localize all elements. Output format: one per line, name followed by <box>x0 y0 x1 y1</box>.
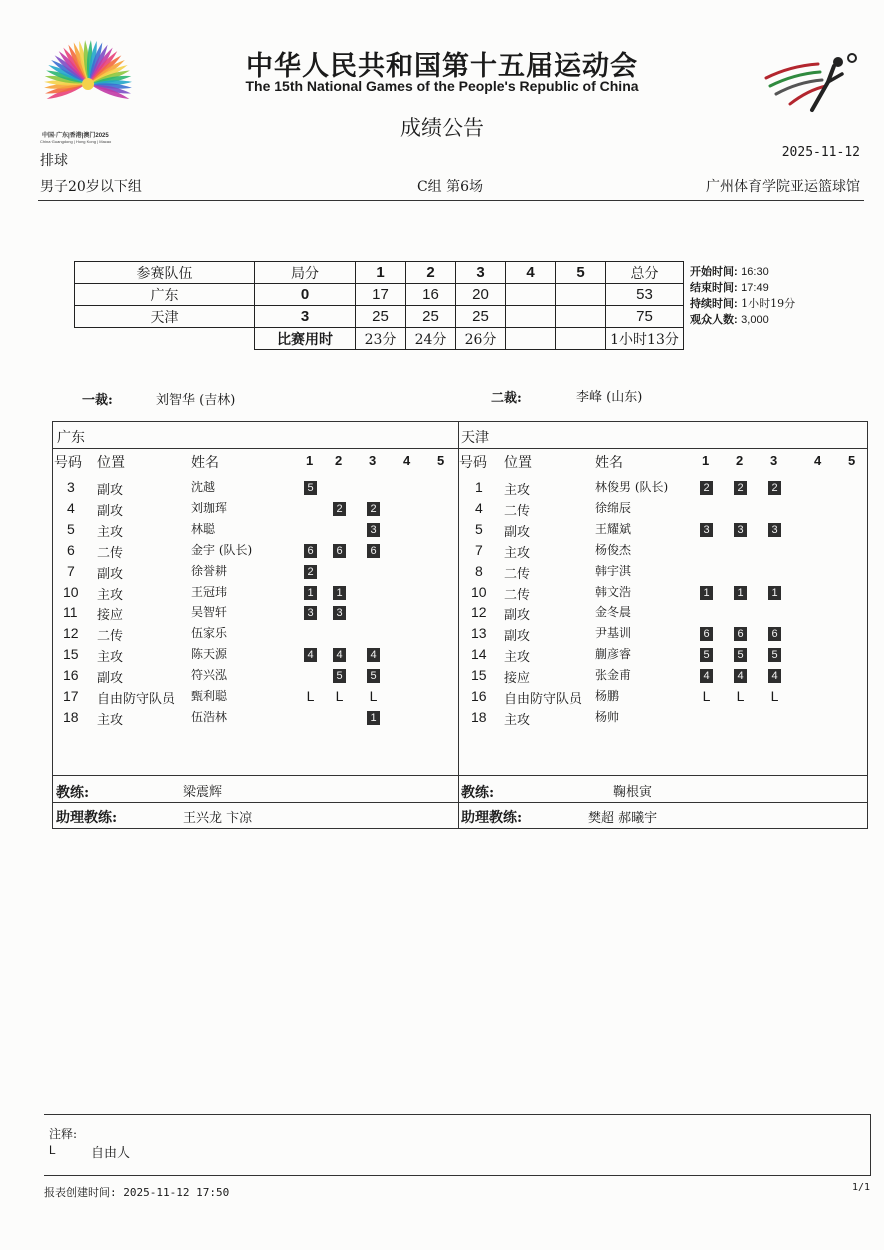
starting-rotation-box: 2 <box>333 502 346 516</box>
player-row <box>53 500 462 520</box>
header-set-2: 2 <box>736 453 744 468</box>
roster-table <box>52 421 868 829</box>
player-number: 12 <box>63 625 79 642</box>
player-number: 15 <box>471 667 487 684</box>
set-score <box>556 284 606 306</box>
set-score: 25 <box>356 306 406 328</box>
player-name: 徐绵辰 <box>595 500 632 515</box>
games-title-chinese: 中华人民共和国第十五届运动会 <box>246 51 638 82</box>
report-created-time: 报表创建时间: 2025-11-12 17:50 <box>44 1186 230 1199</box>
total-points: 75 <box>606 306 684 328</box>
player-position: 主攻 <box>97 650 124 666</box>
header-set-2: 2 <box>406 262 456 284</box>
starting-rotation-box: 3 <box>700 523 713 537</box>
score-row-tianjin <box>75 306 684 328</box>
starting-rotation-box: 4 <box>304 648 317 662</box>
player-name: 王耀斌 <box>595 521 632 536</box>
logo-caption-top: 中国·广东|香港|澳门2025 <box>42 133 109 139</box>
first-referee-name: 刘智华 (吉林) <box>156 393 236 408</box>
starting-rotation-box: 6 <box>304 544 317 558</box>
player-position: 副攻 <box>504 629 531 645</box>
attendance: 观众人数: 3,000 <box>690 314 769 326</box>
header-set-2: 2 <box>335 453 343 468</box>
header-set-5: 5 <box>848 453 856 468</box>
player-name: 林俊男 (队长) <box>595 480 669 494</box>
starting-rotation-box: 1 <box>768 586 781 600</box>
starting-rotation-box: 4 <box>333 648 346 662</box>
player-row <box>53 625 462 645</box>
set-duration <box>556 328 606 350</box>
player-name: 甄利聪 <box>191 689 228 703</box>
header-name: 姓名 <box>595 455 623 471</box>
set-duration <box>506 328 556 350</box>
player-number: 6 <box>67 541 75 558</box>
player-row <box>53 479 462 499</box>
player-name: 徐誉耕 <box>191 563 228 578</box>
starting-rotation-box: 4 <box>768 669 781 683</box>
player-name: 伍浩林 <box>191 709 228 724</box>
header-set-4: 4 <box>506 262 556 284</box>
header-divider <box>38 200 864 201</box>
start-time: 开始时间: 16:30 <box>690 266 769 278</box>
starting-rotation-box: 5 <box>367 669 380 683</box>
player-number: 7 <box>475 541 483 558</box>
libero-marker: L <box>736 688 745 704</box>
player-position: 自由防守队员 <box>97 692 176 707</box>
player-name: 吴智轩 <box>191 605 228 620</box>
header-set-4: 4 <box>814 453 822 468</box>
player-row <box>53 667 462 687</box>
coach-name: 鞠根寅 <box>613 785 653 800</box>
libero-marker: L <box>306 688 315 704</box>
player-number: 16 <box>471 688 487 704</box>
player-row <box>53 563 462 583</box>
starting-rotation-box: 3 <box>768 523 781 537</box>
player-position: 主攻 <box>504 545 531 561</box>
starting-rotation-box: 3 <box>367 523 380 537</box>
player-number: 8 <box>475 562 483 579</box>
starting-rotation-box: 1 <box>700 586 713 600</box>
player-row <box>53 542 462 562</box>
notes-box <box>44 1114 871 1176</box>
player-name: 沈越 <box>191 480 216 494</box>
player-name: 刘珈珲 <box>191 500 228 515</box>
player-row <box>458 584 867 604</box>
set-score: 16 <box>406 284 456 306</box>
player-row <box>458 542 867 562</box>
starting-rotation-box: 6 <box>333 544 346 558</box>
player-name: 杨俊杰 <box>595 542 632 557</box>
libero-marker: L <box>770 688 779 704</box>
starting-rotation-box: 4 <box>367 648 380 662</box>
starting-rotation-box: 6 <box>700 627 713 641</box>
set-duration: 26分 <box>456 328 506 350</box>
team-panel-tianjin <box>458 422 867 828</box>
player-name: 尹基训 <box>595 626 632 641</box>
report-date: 2025-11-12 <box>781 145 860 160</box>
player-position: 副攻 <box>97 503 124 519</box>
set-score <box>506 306 556 328</box>
player-name: 张金甫 <box>595 668 632 683</box>
coach-label: 教练: <box>461 785 495 801</box>
starting-rotation-box: 6 <box>367 544 380 558</box>
player-number: 18 <box>63 708 79 725</box>
starting-rotation-box: 3 <box>333 606 346 620</box>
second-referee-label: 二裁: <box>491 391 522 406</box>
player-position: 主攻 <box>504 483 531 498</box>
header-set-1: 1 <box>702 453 710 468</box>
set-score <box>506 284 556 306</box>
player-name: 杨帅 <box>595 709 620 724</box>
set-score <box>556 306 606 328</box>
player-row <box>53 709 462 729</box>
score-row-guangdong <box>75 284 684 306</box>
player-number: 17 <box>63 688 79 704</box>
header-position: 位置 <box>97 455 125 471</box>
player-name: 伍家乐 <box>191 626 228 641</box>
player-row <box>53 688 462 708</box>
player-position: 主攻 <box>504 712 531 728</box>
player-row <box>53 584 462 604</box>
venue-name: 广州体育学院亚运篮球馆 <box>706 179 860 195</box>
starting-rotation-box: 2 <box>768 481 781 495</box>
header-set-3: 3 <box>770 453 778 468</box>
duration-time: 持续时间: 1小时19分 <box>690 297 796 310</box>
player-position: 主攻 <box>504 650 531 666</box>
player-number: 11 <box>63 604 78 621</box>
player-number: 12 <box>471 604 487 621</box>
player-position: 副攻 <box>97 483 124 498</box>
assistant-coach-label: 助理教练: <box>461 810 523 826</box>
player-position: 接应 <box>504 671 531 687</box>
total-points: 53 <box>606 284 684 306</box>
player-name: 蒯彦睿 <box>595 647 632 662</box>
player-name: 韩文浩 <box>595 584 632 599</box>
player-number: 1 <box>475 479 483 495</box>
player-position: 自由防守队员 <box>504 692 583 707</box>
player-position: 二传 <box>97 629 124 645</box>
player-number: 15 <box>63 646 79 663</box>
player-row <box>458 667 867 687</box>
starting-rotation-box: 2 <box>734 481 747 495</box>
set-score: 17 <box>356 284 406 306</box>
page-number: 1/1 <box>851 1182 870 1193</box>
player-row <box>458 479 867 499</box>
team-panel-guangdong <box>53 422 462 828</box>
player-position: 副攻 <box>504 608 531 624</box>
header-set-5: 5 <box>437 453 445 468</box>
first-referee-label: 一裁: <box>82 393 113 408</box>
player-position: 接应 <box>97 608 124 624</box>
player-position: 二传 <box>504 566 531 582</box>
player-number: 5 <box>475 520 483 537</box>
starting-rotation-box: 4 <box>734 669 747 683</box>
starting-rotation-box: 1 <box>734 586 747 600</box>
header-total: 总分 <box>606 262 684 284</box>
header-position: 位置 <box>504 455 532 471</box>
header-set-5: 5 <box>556 262 606 284</box>
player-number: 10 <box>63 583 79 600</box>
starting-rotation-box: 6 <box>768 627 781 641</box>
player-position: 二传 <box>504 587 531 603</box>
player-position: 主攻 <box>97 712 124 728</box>
player-position: 副攻 <box>97 566 124 582</box>
assistant-coach-names: 樊超 郝曦宇 <box>588 811 658 826</box>
player-position: 副攻 <box>97 671 124 687</box>
second-referee-name: 李峰 (山东) <box>576 390 643 405</box>
player-row <box>458 646 867 666</box>
header-set-1: 1 <box>356 262 406 284</box>
set-score: 25 <box>456 306 506 328</box>
libero-marker: L <box>369 688 378 704</box>
starting-rotation-box: 2 <box>700 481 713 495</box>
match-time-info <box>690 264 795 328</box>
player-position: 二传 <box>504 503 531 519</box>
assistant-coach-label: 助理教练: <box>56 810 118 826</box>
player-row <box>53 604 462 624</box>
coach-name: 梁震辉 <box>183 785 223 800</box>
sport-name: 排球 <box>40 153 68 169</box>
set-duration: 24分 <box>406 328 456 350</box>
player-row <box>458 709 867 729</box>
duration-label: 比赛用时 <box>255 328 356 350</box>
header-number: 号码 <box>459 455 487 471</box>
score-table <box>74 261 684 350</box>
games-title-english: The 15th National Games of the People's Republic of China <box>245 78 639 94</box>
starting-rotation-box: 1 <box>333 586 346 600</box>
document-title: 成绩公告 <box>400 116 484 140</box>
player-number: 13 <box>471 625 487 642</box>
player-row <box>53 521 462 541</box>
team-name: 天津 <box>461 430 489 446</box>
player-number: 4 <box>67 499 75 516</box>
set-score: 20 <box>456 284 506 306</box>
starting-rotation-box: 3 <box>734 523 747 537</box>
player-name: 陈天源 <box>191 647 228 662</box>
player-position: 副攻 <box>504 524 531 540</box>
logo-caption-bottom: China·Guangdong | Hong Kong | Macao <box>40 139 112 144</box>
player-position: 主攻 <box>97 587 124 603</box>
player-number: 3 <box>67 479 75 495</box>
player-number: 7 <box>67 562 75 579</box>
assistant-coach-names: 王兴龙 卞凉 <box>183 811 253 826</box>
end-time: 结束时间: 17:49 <box>690 282 769 294</box>
libero-marker: L <box>702 688 711 704</box>
player-name: 金宇 (队长) <box>191 542 253 557</box>
duration-row <box>75 328 684 350</box>
starting-rotation-box: 5 <box>768 648 781 662</box>
player-number: 18 <box>471 708 487 725</box>
header-name: 姓名 <box>191 455 219 471</box>
header-set-1: 1 <box>306 453 314 468</box>
header-set-4: 4 <box>403 453 411 468</box>
player-name: 符兴泓 <box>191 668 228 683</box>
player-number: 14 <box>471 646 487 663</box>
player-position: 二传 <box>97 545 124 561</box>
player-name: 林聪 <box>191 521 216 536</box>
team-name: 广东 <box>57 430 85 446</box>
games-won: 3 <box>255 306 356 328</box>
player-position: 主攻 <box>97 524 124 540</box>
starting-rotation-box: 5 <box>700 648 713 662</box>
starting-rotation-box: 5 <box>333 669 346 683</box>
player-name: 韩宇淇 <box>595 563 632 578</box>
starting-rotation-box: 4 <box>700 669 713 683</box>
match-info: C组 第6场 <box>416 179 484 195</box>
duration-blank <box>75 328 255 350</box>
header-games: 局分 <box>255 262 356 284</box>
player-row <box>458 604 867 624</box>
starting-rotation-box: 3 <box>304 606 317 620</box>
starting-rotation-box: 5 <box>304 481 317 495</box>
team-name: 广东 <box>75 284 255 306</box>
division-name: 男子20岁以下组 <box>40 179 142 195</box>
total-duration: 1小时13分 <box>606 328 684 350</box>
volleyball-player-pictogram-icon <box>760 52 860 114</box>
starting-rotation-box: 1 <box>367 711 380 725</box>
header-team: 参赛队伍 <box>75 262 255 284</box>
set-score: 25 <box>406 306 456 328</box>
player-row <box>458 563 867 583</box>
set-duration: 23分 <box>356 328 406 350</box>
player-row <box>458 500 867 520</box>
header-set-3: 3 <box>369 453 377 468</box>
player-number: 5 <box>67 520 75 537</box>
player-name: 金冬晨 <box>595 605 632 620</box>
player-row <box>458 521 867 541</box>
notes-key: L <box>49 1143 56 1157</box>
header-set-3: 3 <box>456 262 506 284</box>
games-won: 0 <box>255 284 356 306</box>
notes-label: 注释: <box>49 1127 78 1141</box>
notes-meaning: 自由人 <box>91 1146 131 1161</box>
player-name: 杨鹏 <box>595 689 620 703</box>
starting-rotation-box: 5 <box>734 648 747 662</box>
player-row <box>458 625 867 645</box>
score-header-row <box>75 262 684 284</box>
libero-marker: L <box>335 688 344 704</box>
starting-rotation-box: 2 <box>367 502 380 516</box>
player-number: 4 <box>475 499 483 516</box>
starting-rotation-box: 2 <box>304 565 317 579</box>
starting-rotation-box: 1 <box>304 586 317 600</box>
player-number: 10 <box>471 583 487 600</box>
player-number: 16 <box>63 667 79 684</box>
team-name: 天津 <box>75 306 255 328</box>
player-row <box>458 688 867 708</box>
player-name: 王冠玮 <box>191 584 228 599</box>
coach-label: 教练: <box>56 785 90 801</box>
player-row <box>53 646 462 666</box>
header-number: 号码 <box>54 455 82 471</box>
starting-rotation-box: 6 <box>734 627 747 641</box>
